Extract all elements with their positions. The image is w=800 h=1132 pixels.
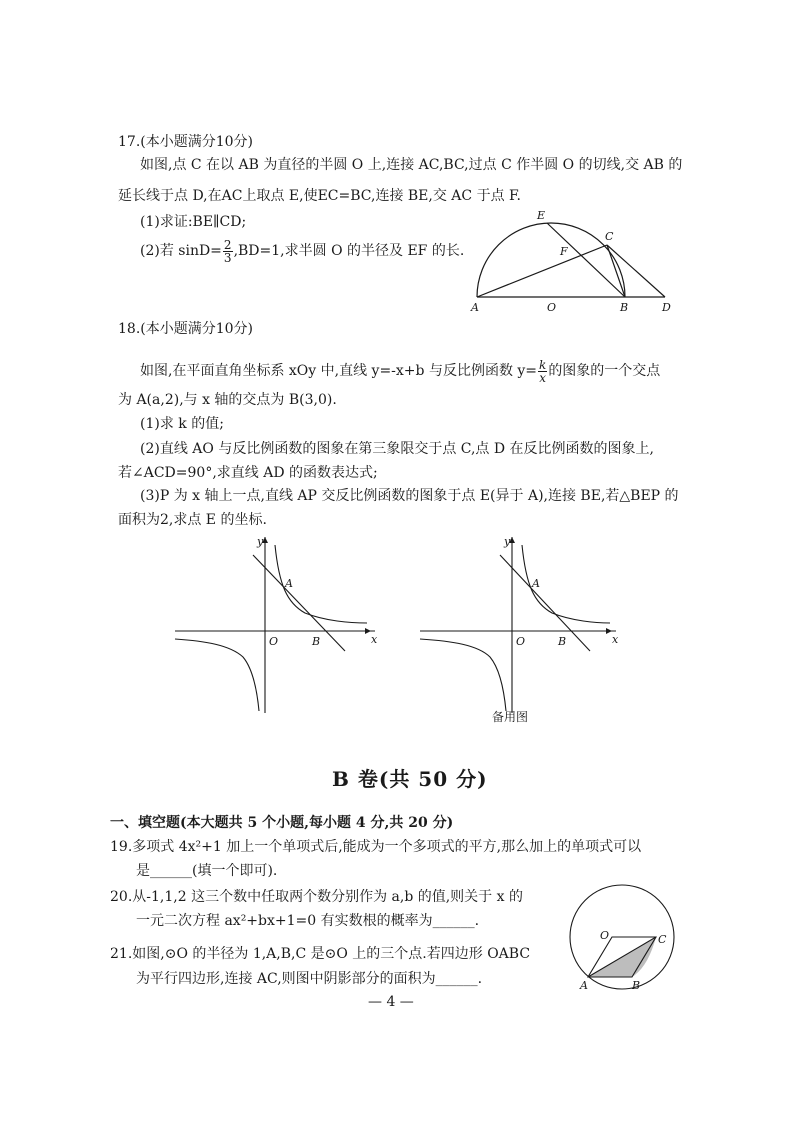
q18-part1: (1)求 k 的值; — [140, 416, 224, 432]
q18-graph-main-x: x — [371, 633, 378, 646]
q18-part2a: (2)直线 AO 与反比例函数的图象在第三象限交于点 C,点 D 在反比例函数的图象上, — [140, 441, 655, 457]
q18-graph-backup-x: x — [612, 633, 619, 646]
q17-label-B: B — [620, 301, 629, 314]
q18-graph-backup-A: A — [532, 577, 540, 590]
q18-part2b: 若∠ACD=90°,求直线 AD 的函数表达式; — [118, 465, 378, 481]
q17-label-O: O — [547, 301, 557, 314]
q17-label-F: F — [560, 245, 568, 258]
q18-line2: 为 A(a,2),与 x 轴的交点为 B(3,0). — [118, 392, 337, 408]
q18-part3b: 面积为2,求点 E 的坐标. — [118, 512, 267, 528]
q18-graph-backup-y: y — [504, 535, 511, 548]
q17-label-D: D — [662, 301, 671, 314]
q18-fraction — [538, 359, 547, 384]
q21-label-O: O — [600, 929, 610, 942]
q20-line1: 20.从-1,1,2 这三个数中任取两个数分别作为 a,b 的值,则关于 x 的 — [110, 889, 523, 905]
q18-line1-post: 的图象的一个交点 — [548, 363, 661, 379]
q17-part1: (1)求证:BE∥CD; — [140, 214, 247, 230]
q17-part2-post: ,BD=1,求半圆 O 的半径及 EF 的长. — [233, 243, 465, 259]
page-number: — 4 — — [368, 994, 414, 1010]
section-b-title: B 卷(共 50 分) — [332, 767, 488, 791]
q18-graph-backup-O: O — [516, 635, 526, 648]
q21-label-C: C — [658, 933, 667, 946]
q18-line1-pre: 如图,在平面直角坐标系 xOy 中,直线 y=-x+b 与反比例函数 y= — [140, 363, 538, 379]
q18-graph-main-A: A — [285, 577, 293, 590]
q17-figure — [465, 205, 695, 315]
q17-part2 — [140, 236, 464, 266]
q18-part3a: (3)P 为 x 轴上一点,直线 AP 交反比例函数的图象于点 E(异于 A),连接 BE,若△BEP 的 — [140, 488, 679, 504]
q17-fraction — [223, 239, 233, 264]
q17-fraction-num: 2 — [223, 237, 232, 252]
q18-fraction-den: x — [539, 370, 547, 385]
q17-label-C: C — [605, 230, 614, 243]
q18-graph-backup-B: B — [558, 635, 567, 648]
q21-line2: 为平行四边形,连接 AC,则图中阴影部分的面积为______. — [136, 971, 483, 987]
q18-graph-main-O: O — [269, 635, 279, 648]
q19-line1: 19.多项式 4x²+1 加上一个单项式后,能成为一个多项式的平方,那么加上的单项式可以 — [110, 839, 642, 855]
q21-label-A: A — [580, 979, 588, 992]
q21-line1: 21.如图,⊙O 的半径为 1,A,B,C 是⊙O 上的三个点.若四边形 OABC — [110, 946, 531, 962]
q19-line2: 是______(填一个即可). — [136, 863, 278, 879]
q18-fraction-num: k — [539, 357, 547, 372]
q18-graph-main-B: B — [312, 635, 321, 648]
q18-graph-backup — [420, 535, 630, 715]
q17-label-A: A — [471, 301, 479, 314]
q17-header: 17.(本小题满分10分) — [118, 134, 254, 150]
q17-line2: 延长线于点 D,在AC上取点 E,使EC=BC,连接 BE,交 AC 于点 F. — [118, 188, 522, 204]
fill-blank-header: 一、填空题(本大题共 5 个小题,每小题 4 分,共 20 分) — [110, 815, 454, 831]
q18-graph-main-y: y — [257, 535, 264, 548]
q18-graph-main — [175, 535, 385, 715]
q20-line2: 一元二次方程 ax²+bx+1=0 有实数根的概率为______. — [136, 913, 480, 929]
q18-backup-caption: 备用图 — [492, 710, 529, 724]
q17-fraction-den: 3 — [223, 250, 232, 265]
q17-part2-pre: (2)若 sinD= — [140, 243, 222, 259]
q17-line1: 如图,点 C 在以 AB 为直径的半圆 O 上,连接 AC,BC,过点 C 作半圆 O 的切线,交 AB 的 — [140, 157, 683, 173]
q18-header: 18.(本小题满分10分) — [118, 321, 254, 337]
q21-figure — [560, 885, 690, 995]
q21-label-B: B — [632, 979, 641, 992]
q17-label-E: E — [537, 209, 546, 222]
q18-line1 — [140, 356, 660, 386]
